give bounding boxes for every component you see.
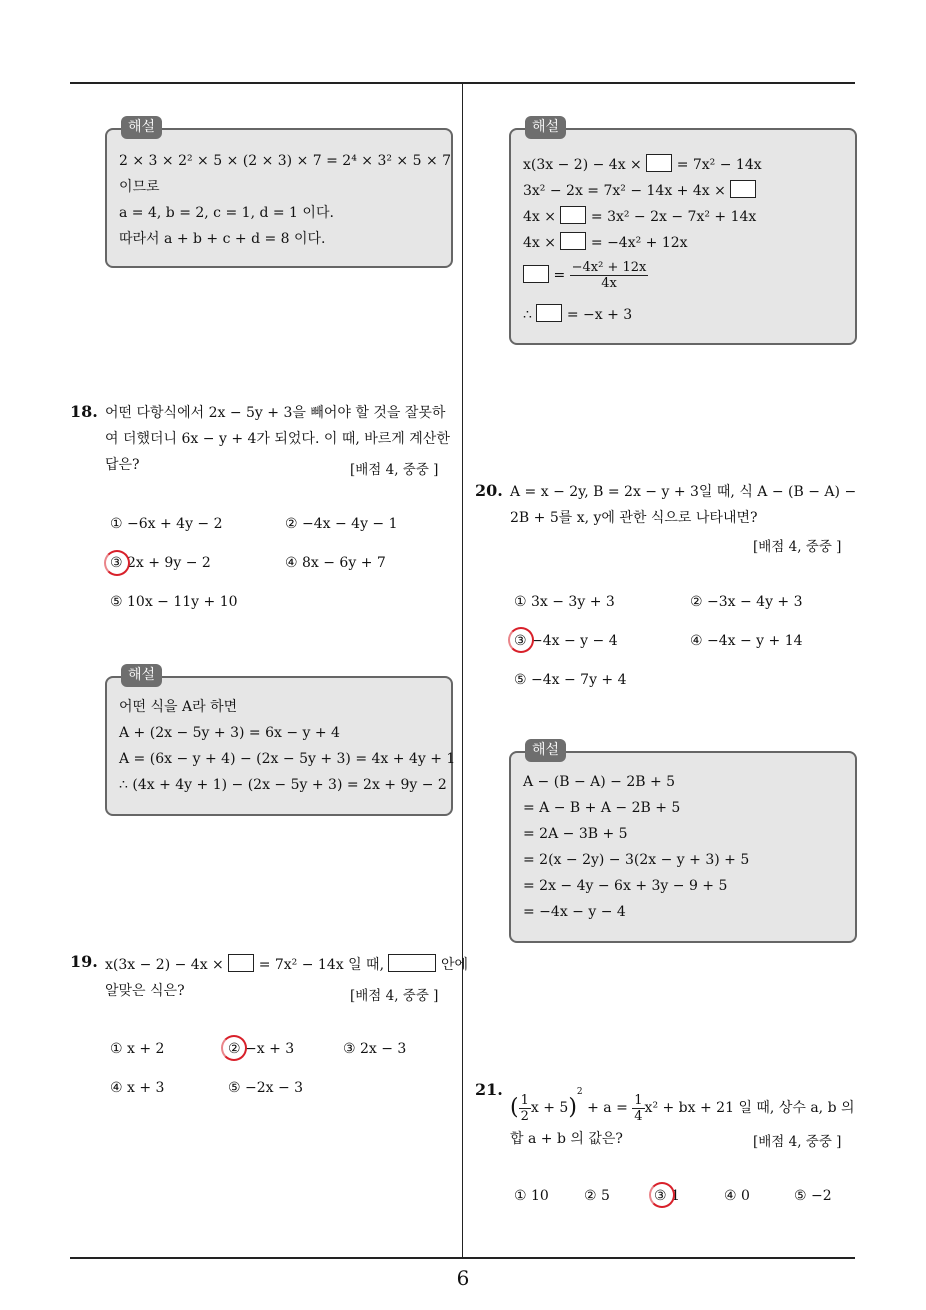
question-line: 어떤 다항식에서 2x − 5y + 3을 빼어야 할 것을 잘못하 xyxy=(105,405,446,421)
solution-line: 따라서 a + b + c + d = 8 이다. xyxy=(119,231,326,247)
choice-4[interactable]: ④ 0 xyxy=(724,1188,750,1204)
solution-line: = $\frac{\text{−4x² + 12x}}{4x}$ xyxy=(523,260,648,291)
solution-line: A − (B − A) − 2B + 5 xyxy=(523,774,676,790)
fraction-numerator: 1 xyxy=(634,1092,643,1108)
solution-line: 2 × 3 × 2² × 5 × (2 × 3) × 7 = 2⁴ × 3² × 5 × 7 xyxy=(119,153,452,169)
choice-2[interactable]: ② −4x − 4y − 1 xyxy=(285,516,398,532)
score-meta-18: [배점 4, 중중 ] xyxy=(350,462,439,478)
choice-5[interactable]: ⑤ −2x − 3 xyxy=(228,1080,304,1096)
score-meta-20: [배점 4, 중중 ] xyxy=(753,539,842,555)
choice-5[interactable]: ⑤ −2 xyxy=(794,1188,832,1204)
question-line: 2B + 5를 x, y에 관한 식으로 나타내면? xyxy=(510,510,758,526)
solution-box-20 xyxy=(509,742,857,943)
question-fragment: + a = xyxy=(587,1100,628,1116)
question-line: 알맞은 식은? xyxy=(105,983,185,999)
choice-2[interactable]: ② 5 xyxy=(584,1188,610,1204)
question-number-18: 18. xyxy=(70,402,98,421)
solution-line: A = (6x − y + 4) − (2x − 5y + 3) = 4x + 4y + 1 xyxy=(119,751,456,767)
blank-box xyxy=(560,232,586,250)
answer-mark-circle xyxy=(508,627,534,653)
therefore-symbol: ∴ xyxy=(523,307,532,323)
solution-fragment: x(3x − 2) − 4x × xyxy=(523,157,642,173)
question-line-21-2: 합 a + b 의 값은? xyxy=(510,1131,623,1147)
choice-3[interactable]: ③ −4x − y − 4 xyxy=(514,633,618,649)
blank-box xyxy=(523,265,549,283)
solution-line xyxy=(523,180,756,200)
question-line: A = x − 2y, B = 2x − y + 3일 때, 식 A − (B − A) − xyxy=(510,484,857,500)
solution-fragment: = −x + 3 xyxy=(566,307,633,323)
blank-box xyxy=(646,154,672,172)
question-text-20 xyxy=(510,479,860,531)
solution-line xyxy=(523,232,688,252)
solution-line xyxy=(523,304,632,324)
solution-tag: 해설 xyxy=(525,116,566,139)
answer-mark-circle xyxy=(649,1182,675,1208)
solution-fragment: = −4x² + 12x xyxy=(590,235,688,251)
solution-tag: 해설 xyxy=(121,116,162,139)
question-fragment: x² + bx + 21 일 때, 상수 a, b 의 xyxy=(644,1100,855,1116)
fraction-denominator: 4x xyxy=(601,276,617,291)
choice-4[interactable]: ④ −4x − y + 14 xyxy=(690,633,803,649)
solution-box-19 xyxy=(509,119,857,345)
question-fragment: 안에 xyxy=(440,957,468,973)
choice-5[interactable]: ⑤ −4x − 7y + 4 xyxy=(514,672,627,688)
blank-box xyxy=(536,304,562,322)
question-fragment: x(3x − 2) − 4x × xyxy=(105,957,224,973)
solution-line: = −4x − y − 4 xyxy=(523,904,626,920)
solution-line xyxy=(523,154,762,174)
fraction-denominator: 2 xyxy=(520,1108,529,1124)
question-number-19: 19. xyxy=(70,952,98,971)
question-line: 여 더했더니 6x − y + 4가 되었다. 이 때, 바르게 계산한 xyxy=(105,431,450,447)
question-number-20: 20. xyxy=(475,481,503,500)
solution-fragment: 4x × xyxy=(523,209,556,225)
answer-mark-circle xyxy=(104,550,130,576)
choice-1[interactable]: ① 3x − 3y + 3 xyxy=(514,594,615,610)
choice-2[interactable]: ② −3x − 4y + 3 xyxy=(690,594,803,610)
solution-box-18 xyxy=(105,667,456,816)
solution-line xyxy=(523,206,756,226)
fraction-numerator: 1 xyxy=(520,1092,529,1108)
score-meta-19: [배점 4, 중중 ] xyxy=(350,988,439,1004)
choice-2[interactable]: ② −x + 3 xyxy=(228,1041,295,1057)
question-fragment: x + 5 xyxy=(530,1100,569,1116)
choice-4[interactable]: ④ x + 3 xyxy=(110,1080,165,1096)
solution-line: 어떤 식을 A라 하면 xyxy=(119,699,238,715)
question-number-21: 21. xyxy=(475,1080,503,1099)
fraction-numerator: −4x² + 12x xyxy=(571,260,647,275)
choice-3[interactable]: ③ 2x − 3 xyxy=(343,1041,407,1057)
solution-line: = 2A − 3B + 5 xyxy=(523,826,628,842)
fraction xyxy=(570,260,649,291)
choice-1[interactable]: ① −6x + 4y − 2 xyxy=(110,516,223,532)
page-number: 6 xyxy=(456,1266,470,1290)
choice-4[interactable]: ④ 8x − 6y + 7 xyxy=(285,555,386,571)
choice-1[interactable]: ① 10 xyxy=(514,1188,549,1204)
fraction xyxy=(519,1093,531,1124)
question-line-21-1: ( $\frac{1}{2}$ x + 5)$^2$ + a = $\frac{1}{4}$ x² + bx + 21 일 때, 상수 a, b 의 xyxy=(510,1087,855,1124)
solution-box-17 xyxy=(105,119,453,268)
solution-line: A + (2x − 5y + 3) = 6x − y + 4 xyxy=(119,725,340,741)
fraction-denominator: 4 xyxy=(634,1108,643,1124)
answer-mark-circle xyxy=(221,1035,247,1061)
question-line: 답은? xyxy=(105,457,140,473)
solution-line: = 2x − 4y − 6x + 3y − 9 + 5 xyxy=(523,878,728,894)
choice-3[interactable]: ③ 1 xyxy=(654,1188,680,1204)
solution-tag: 해설 xyxy=(121,664,162,687)
blank-box xyxy=(560,206,586,224)
column-divider xyxy=(462,84,463,1258)
blank-box xyxy=(388,954,436,972)
choice-5[interactable]: ⑤ 10x − 11y + 10 xyxy=(110,594,238,610)
solution-line: = 2(x − 2y) − 3(2x − y + 3) + 5 xyxy=(523,852,750,868)
solution-fragment: = 7x² − 14x xyxy=(676,157,762,173)
solution-line: ∴ (4x + 4y + 1) − (2x − 5y + 3) = 2x + 9y − 2 xyxy=(119,777,447,793)
solution-tag: 해설 xyxy=(525,739,566,762)
solution-line: = A − B + A − 2B + 5 xyxy=(523,800,681,816)
choice-1[interactable]: ① x + 2 xyxy=(110,1041,165,1057)
bottom-rule xyxy=(70,1257,855,1259)
solution-line: 이므로 xyxy=(119,179,160,195)
solution-line: a = 4, b = 2, c = 1, d = 1 이다. xyxy=(119,205,334,221)
solution-fragment: = 3x² − 2x − 7x² + 14x xyxy=(590,209,757,225)
score-meta-21: [배점 4, 중중 ] xyxy=(753,1134,842,1150)
solution-fragment: 4x × xyxy=(523,235,556,251)
question-fragment: = 7x² − 14x 일 때, xyxy=(258,957,385,973)
choice-3[interactable]: ③ 2x + 9y − 2 xyxy=(110,555,211,571)
solution-fragment: 3x² − 2x = 7x² − 14x + 4x × xyxy=(523,183,726,199)
blank-box xyxy=(228,954,254,972)
blank-box xyxy=(730,180,756,198)
fraction xyxy=(632,1093,644,1124)
